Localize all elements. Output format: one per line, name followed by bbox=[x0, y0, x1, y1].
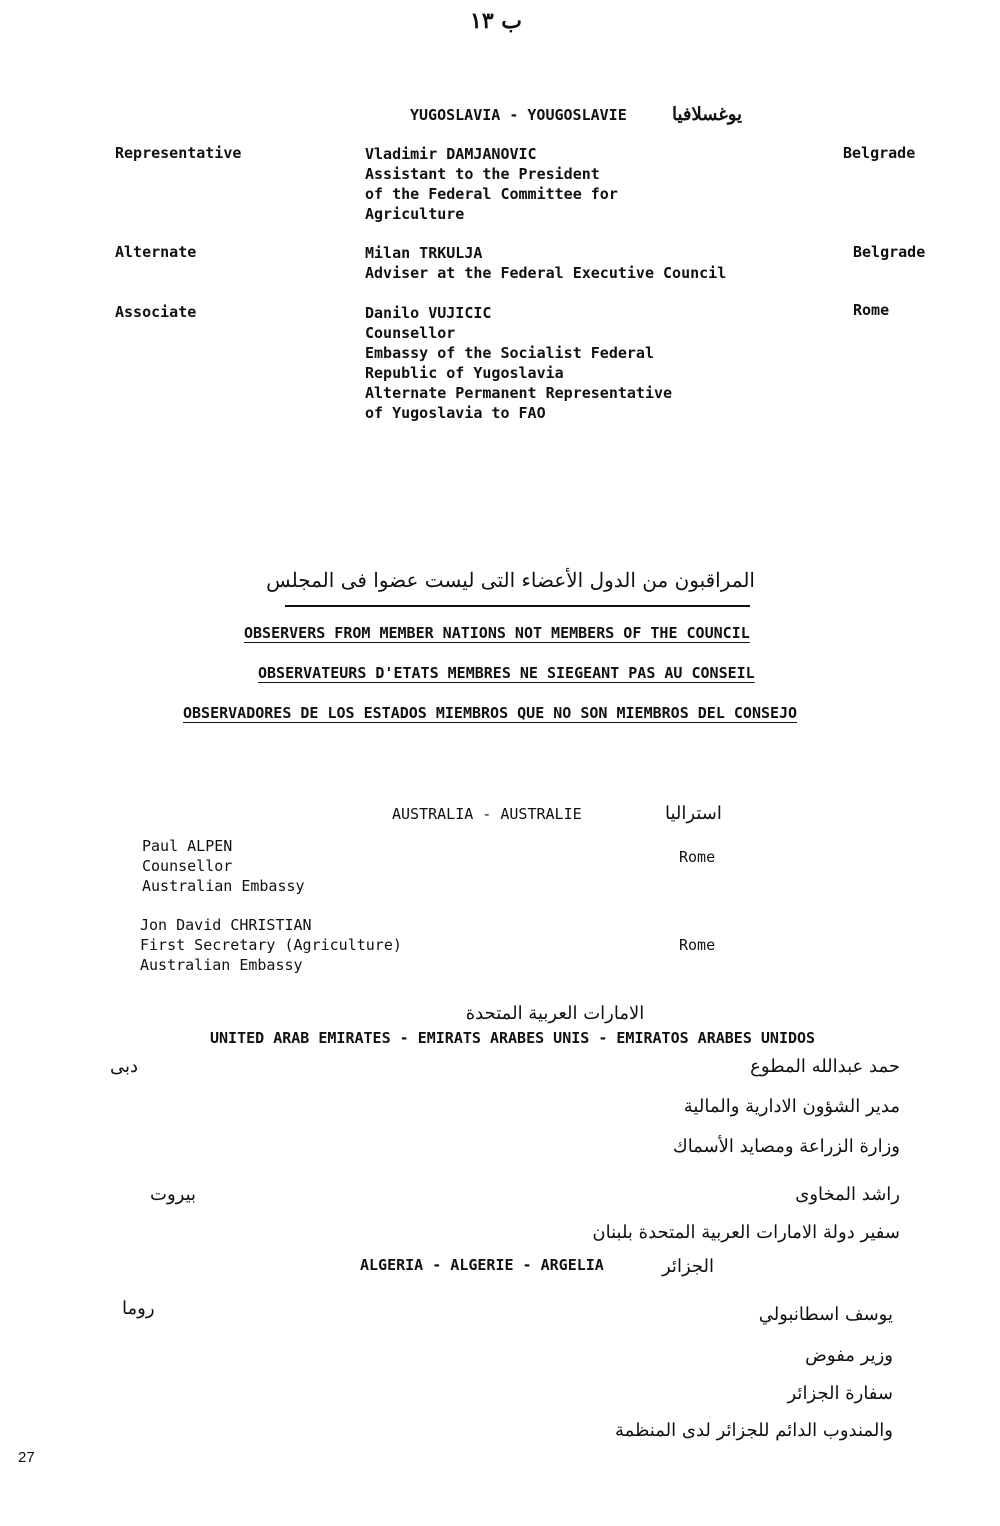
role-label: Associate bbox=[115, 303, 197, 321]
delegate-entry bbox=[142, 836, 305, 896]
country-heading-uae: UNITED ARAB EMIRATES - EMIRATS ARABES UNIS - EMIRATOS ARABES UNIDOS bbox=[210, 1029, 816, 1047]
delegate-line: Australian Embassy bbox=[140, 956, 303, 974]
role-label: Alternate bbox=[115, 243, 197, 261]
title-underline bbox=[285, 605, 750, 607]
delegate-city: Belgrade bbox=[853, 243, 926, 261]
delegate-line: of Yugoslavia to FAO bbox=[365, 404, 546, 422]
delegate-line: Alternate Permanent Representative bbox=[365, 384, 673, 402]
delegate-city-ar: دبى bbox=[110, 1056, 139, 1077]
delegate-line: Jon David CHRISTIAN bbox=[140, 916, 312, 934]
delegate-city: Rome bbox=[853, 301, 890, 319]
observers-title-es: OBSERVADORES DE LOS ESTADOS MIEMBROS QUE NO SON MIEMBROS DEL CONSEJO bbox=[183, 704, 798, 722]
delegate-line: Paul ALPEN bbox=[142, 837, 233, 855]
delegate-line-ar: يوسف اسطانبولي bbox=[758, 1304, 893, 1325]
delegate-city-ar: بيروت bbox=[150, 1184, 197, 1205]
page-number-footer: 27 bbox=[18, 1449, 35, 1466]
delegate-city-ar: روما bbox=[122, 1298, 155, 1319]
delegate-entry bbox=[365, 144, 618, 224]
role-label: Representative bbox=[115, 144, 242, 162]
delegate-city: Rome bbox=[679, 936, 716, 954]
delegate-line: First Secretary (Agriculture) bbox=[140, 936, 402, 954]
country-heading-yugoslavia-ar: يوغسلافيا bbox=[672, 104, 743, 125]
delegate-city: Belgrade bbox=[843, 144, 916, 162]
delegate-line-ar: سفارة الجزائر bbox=[787, 1383, 893, 1404]
observers-title-ar: المراقبون من الدول الأعضاء التى ليست عضوا فى المجلس bbox=[266, 568, 755, 592]
delegate-line: Vladimir DAMJANOVIC bbox=[365, 145, 537, 163]
delegate-line-ar: وزير مفوض bbox=[805, 1345, 893, 1366]
country-heading-yugoslavia: YUGOSLAVIA - YOUGOSLAVIE bbox=[410, 106, 627, 124]
delegate-line: Milan TRKULJA bbox=[365, 244, 483, 262]
observers-title-en: OBSERVERS FROM MEMBER NATIONS NOT MEMBERS OF THE COUNCIL bbox=[244, 624, 750, 642]
delegate-entry bbox=[140, 915, 402, 975]
country-heading-australia-ar: استراليا bbox=[665, 803, 722, 824]
delegate-line: Agriculture bbox=[365, 205, 465, 223]
delegate-line-ar: سفير دولة الامارات العربية المتحدة بلبنان bbox=[592, 1222, 900, 1243]
delegate-line: Counsellor bbox=[365, 324, 456, 342]
delegate-line: Adviser at the Federal Executive Council bbox=[365, 264, 727, 282]
delegate-line: Assistant to the President bbox=[365, 165, 600, 183]
delegate-line-ar: مدير الشؤون الادارية والمالية bbox=[683, 1096, 900, 1117]
delegate-entry bbox=[365, 243, 726, 283]
country-heading-algeria: ALGERIA - ALGERIE - ARGELIA bbox=[360, 1256, 604, 1274]
country-heading-algeria-ar: الجزائر bbox=[662, 1256, 714, 1277]
delegate-line-ar: وزارة الزراعة ومصايد الأسماك bbox=[672, 1136, 900, 1157]
delegate-line: Danilo VUJICIC bbox=[365, 304, 492, 322]
delegate-city: Rome bbox=[679, 848, 716, 866]
delegate-line: Embassy of the Socialist Federal bbox=[365, 344, 654, 362]
page-number-top: ب ١٣ bbox=[470, 8, 523, 34]
delegate-line: Counsellor bbox=[142, 857, 233, 875]
observers-title-fr: OBSERVATEURS D'ETATS MEMBRES NE SIEGEANT PAS AU CONSEIL bbox=[258, 664, 755, 682]
delegate-entry bbox=[365, 303, 672, 423]
delegate-line: Australian Embassy bbox=[142, 877, 305, 895]
delegate-line: of the Federal Committee for bbox=[365, 185, 618, 203]
delegate-line-ar: حمد عبدالله المطوع bbox=[750, 1056, 900, 1077]
country-heading-uae-ar: الامارات العربية المتحدة bbox=[465, 1003, 645, 1024]
delegate-line-ar: والمندوب الدائم للجزائر لدى المنظمة bbox=[614, 1420, 893, 1441]
delegate-line: Republic of Yugoslavia bbox=[365, 364, 564, 382]
country-heading-australia: AUSTRALIA - AUSTRALIE bbox=[392, 805, 582, 823]
delegate-line-ar: راشد المخاوى bbox=[795, 1184, 900, 1205]
